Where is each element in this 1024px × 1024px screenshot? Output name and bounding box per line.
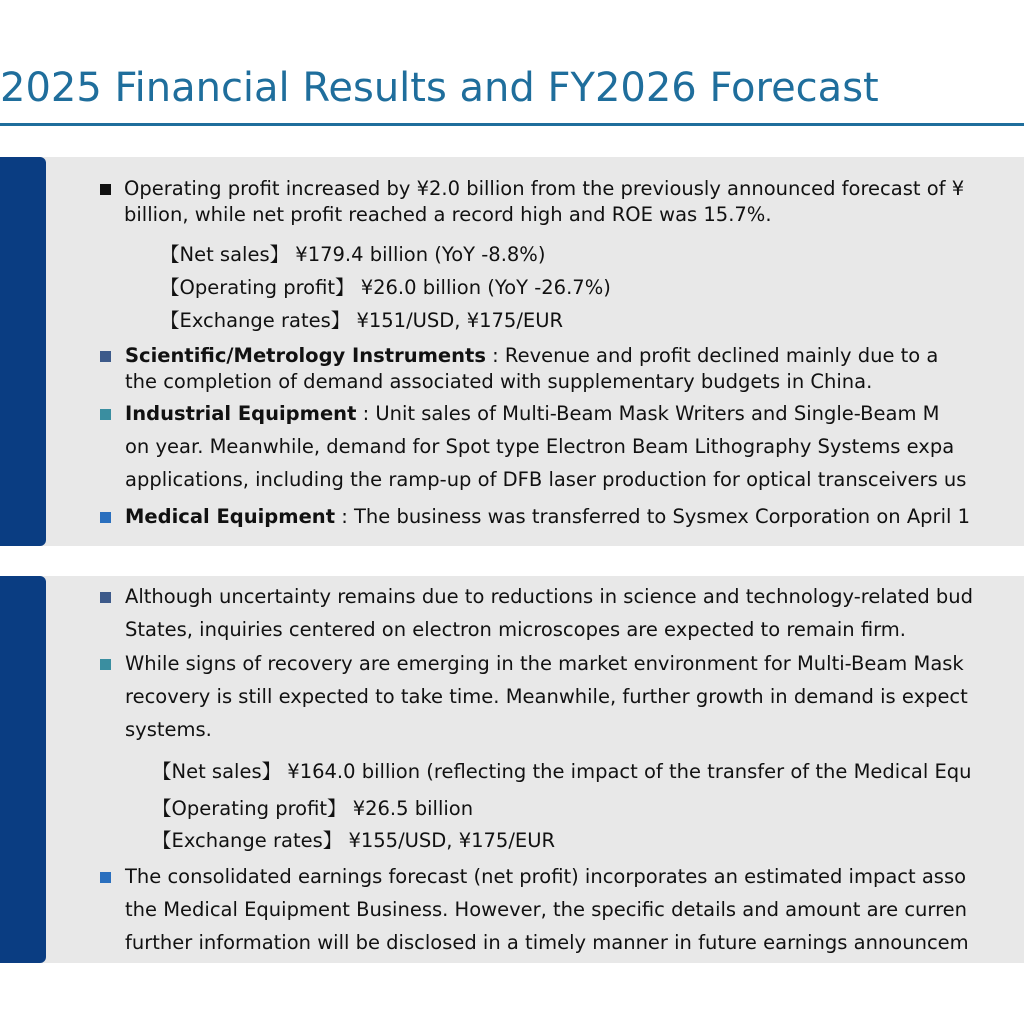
forecast-net-sales: 【Net sales】 ¥164.0 billion (reflecting the impact of the transfer of the Medical Equ xyxy=(152,760,972,783)
results-tab xyxy=(0,157,46,546)
square-bullet-icon xyxy=(100,659,111,670)
forecast-line: The consolidated earnings forecast (net profit) incorporates an estimated impact asso xyxy=(125,865,967,888)
forecast-exchange-rates: 【Exchange rates】 ¥155/USD, ¥175/EUR xyxy=(152,829,556,852)
forecast-line: States, inquiries centered on electron microscopes are expected to remain firm. xyxy=(125,618,906,641)
results-operating-profit: 【Operating profit】 ¥26.0 billion (YoY -26.7%) xyxy=(160,276,611,299)
segment-name: Industrial Equipment xyxy=(125,402,357,425)
square-bullet-icon xyxy=(100,512,111,523)
forecast-line: systems. xyxy=(125,718,212,741)
results-exchange-rates: 【Exchange rates】 ¥151/USD, ¥175/EUR xyxy=(160,309,564,332)
forecast-line: Although uncertainty remains due to reductions in science and technology-related bud xyxy=(125,585,974,608)
square-bullet-icon xyxy=(100,592,111,603)
title-underline xyxy=(0,123,1024,126)
segment-name: Medical Equipment xyxy=(125,505,336,528)
summary-line: Operating profit increased by ¥2.0 billion from the previously announced forecast of ¥ xyxy=(124,177,965,200)
square-bullet-icon xyxy=(100,184,111,195)
segment-text: : Revenue and profit declined mainly due to a xyxy=(485,344,939,367)
square-bullet-icon xyxy=(100,351,111,362)
results-net-sales: 【Net sales】 ¥179.4 billion (YoY -8.8%) xyxy=(160,243,546,266)
results-panel xyxy=(0,157,1024,546)
segment-line xyxy=(125,402,939,425)
square-bullet-icon xyxy=(100,872,111,883)
segment-line: applications, including the ramp-up of DFB laser production for optical transceivers us xyxy=(125,468,967,491)
forecast-panel xyxy=(0,576,1024,963)
segment-line xyxy=(125,505,970,528)
forecast-line: the Medical Equipment Business. However, the specific details and amount are curren xyxy=(125,898,968,921)
forecast-operating-profit: 【Operating profit】 ¥26.5 billion xyxy=(152,797,474,820)
forecast-line: further information will be disclosed in a timely manner in future earnings announcem xyxy=(125,931,969,954)
segment-text: : Unit sales of Multi-Beam Mask Writers and Single-Beam M xyxy=(356,402,940,425)
square-bullet-icon xyxy=(100,409,111,420)
forecast-line: recovery is still expected to take time. Meanwhile, further growth in demand is expect xyxy=(125,685,968,708)
segment-line: on year. Meanwhile, demand for Spot type Electron Beam Lithography Systems expa xyxy=(125,435,955,458)
segment-name: Scientific/Metrology Instruments xyxy=(125,344,486,367)
segment-line xyxy=(125,344,938,367)
page-title: 2025 Financial Results and FY2026 Forecast xyxy=(0,65,879,111)
segment-text: : The business was transferred to Sysmex Corporation on April 1 xyxy=(335,505,971,528)
summary-line: billion, while net profit reached a record high and ROE was 15.7%. xyxy=(124,203,772,226)
forecast-tab xyxy=(0,576,46,963)
segment-line: the completion of demand associated with supplementary budgets in China. xyxy=(125,370,873,393)
forecast-line: While signs of recovery are emerging in the market environment for Multi-Beam Mask xyxy=(125,652,964,675)
